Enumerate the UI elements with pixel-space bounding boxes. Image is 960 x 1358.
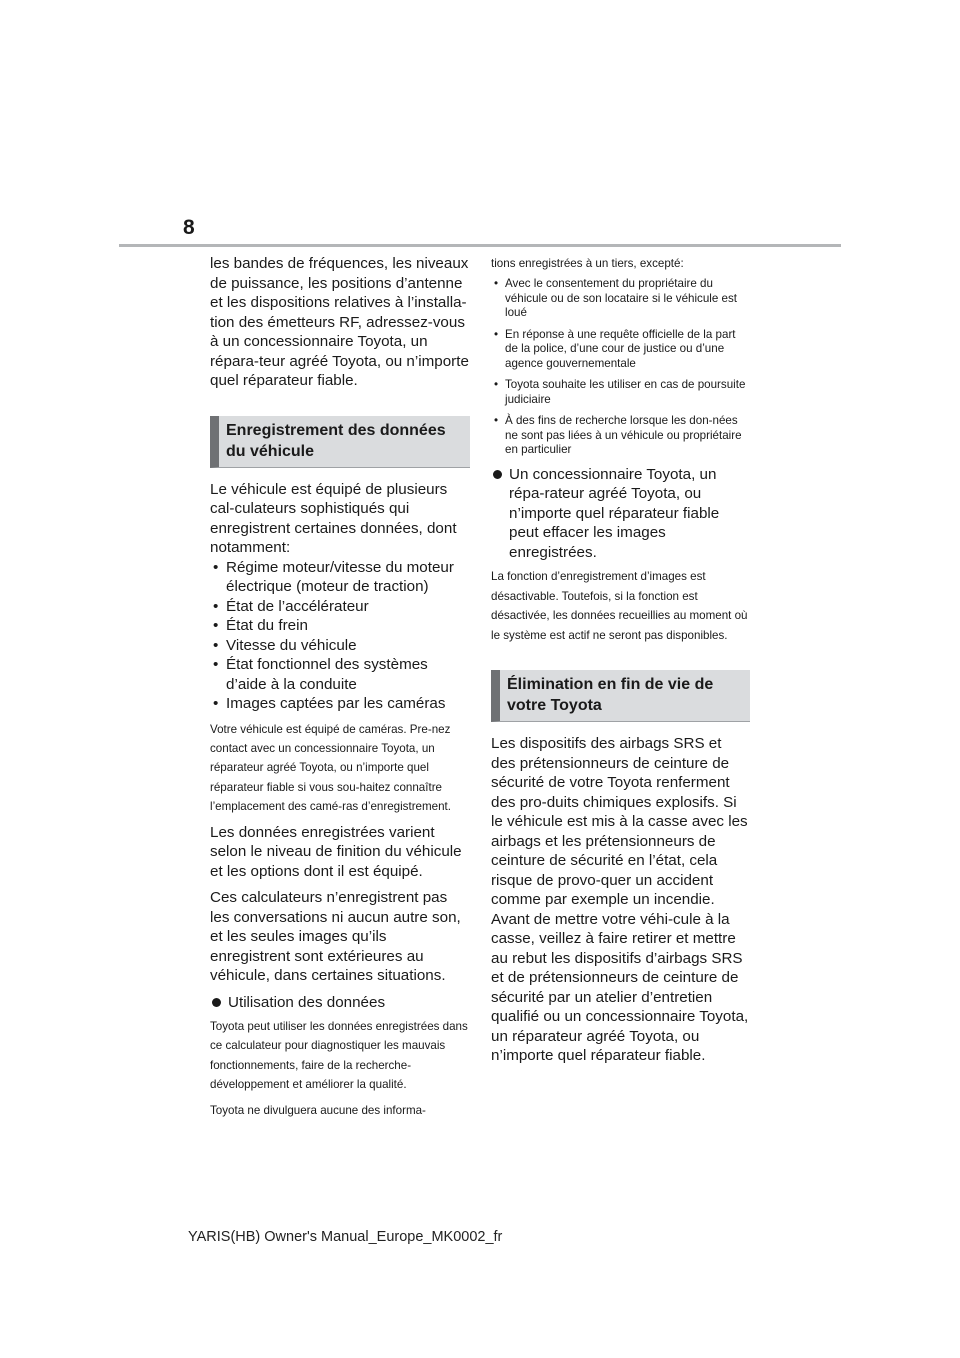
erase-note: La fonction d’enregistrement d’images est désactivable. Toutefois, si la fonction est désactivée, les données recueillies au moment où le système est actif ne seront pas disponibles. xyxy=(491,570,748,642)
recorded-data-list xyxy=(210,558,470,714)
erase-heading-text: Un concessionnaire Toyota, un répa-rateur agréé Toyota, ou n’importe quel réparateur fiable peut effacer les images enregistrées. xyxy=(509,465,720,561)
exceptions-list xyxy=(491,277,750,458)
list-item: • État du frein xyxy=(210,616,470,636)
list-item: • Toyota souhaite les utiliser en cas de poursuite judiciaire xyxy=(491,378,750,407)
usage-heading xyxy=(210,993,470,1013)
list-item: • Images captées par les caméras xyxy=(210,694,470,714)
usage-text: Toyota peut utiliser les données enregistrées dans ce calculateur pour diagnostiquer les mauvais fonctionnements, faire de la recherche-développement et améliorer la qualité. xyxy=(210,1020,468,1092)
bullet-dot-icon xyxy=(493,470,502,479)
no-audio-paragraph: Ces calculateurs n’enregistrent pas les conversations ni aucun autre son, et les seules images qu’ils enregistrent sont extérieures au véhicule, dans certaines situations. xyxy=(210,889,461,985)
disclosure-continued: tions enregistrées à un tiers, excepté: xyxy=(491,257,684,270)
left-column xyxy=(210,254,470,1120)
disposal-paragraph: Les dispositifs des airbags SRS et des prétensionneurs de ceinture de sécurité de votre Toyota renferment des pro-duits chimiques explosifs. Si le véhicule est mis à la casse avec les airbags et les prétensionneurs de ceinture de sécurité en l’état, cela risque de provo-quer un accident comme par exemple un incendie. Avant de mettre votre véhi-cule à la casse, veillez à faire retirer et mettre au rebut les dispositifs d’airbags SRS et de prétensionneurs de ceinture de sécurité par un atelier d’entretien qualifié ou un concessionnaire Toyota, un réparateur agréé Toyota, ou n’importe quel réparateur fiable. xyxy=(491,735,749,1065)
list-item: • À des fins de recherche lorsque les don-nées ne sont pas liées à un véhicule ou propriétaire en particulier xyxy=(491,414,750,458)
right-column xyxy=(491,254,750,1073)
list-item: • Vitesse du véhicule xyxy=(210,636,470,656)
section-heading-disposal: Élimination en fin de vie de votre Toyota xyxy=(491,670,750,722)
list-item: • En réponse à une requête officielle de la part de la police, d’une cour de justice ou d’une agence gouvernementale xyxy=(491,328,750,372)
header-rule xyxy=(119,244,841,247)
disclosure-start: Toyota ne divulguera aucune des informa- xyxy=(210,1103,426,1117)
bullet-dot-icon xyxy=(212,998,221,1007)
ecu-intro-paragraph: Le véhicule est équipé de plusieurs cal-culateurs sophistiqués qui enregistrent certaines données, dont notamment: xyxy=(210,480,457,556)
list-item: • Avec le consentement du propriétaire du véhicule ou de son locataire si le véhicule est loué xyxy=(491,277,750,321)
section-heading-data-recording: Enregistrement des données du véhicule xyxy=(210,416,470,468)
intro-paragraph: les bandes de fréquences, les niveaux de puissance, les positions d’antenne et les dispositions relatives à l’installa-tion des émetteurs RF, adressez-vous à un concessionnaire Toyota, un répara-teur agréé Toyota, ou n’importe quel réparateur fiable. xyxy=(210,255,469,389)
erase-heading xyxy=(491,465,750,563)
data-variation-paragraph: Les données enregistrées varient selon le niveau de finition du véhicule et les options dont il est équipé. xyxy=(210,823,462,880)
page-number: 8 xyxy=(183,216,195,239)
list-item: • État fonctionnel des systèmes d’aide à la conduite xyxy=(210,655,470,694)
list-item: • État de l’accélérateur xyxy=(210,597,470,617)
list-item: • Régime moteur/vitesse du moteur électrique (moteur de traction) xyxy=(210,558,470,597)
footer-manual-id: YARIS(HB) Owner's Manual_Europe_MK0002_fr xyxy=(188,1229,503,1245)
usage-heading-text: Utilisation des données xyxy=(228,993,386,1011)
camera-note: Votre véhicule est équipé de caméras. Pre-nez contact avec un concessionnaire Toyota, un réparateur agréé Toyota, ou n’importe quel réparateur fiable si vous sou-haitez connaître l’emplacement des camé-ras d’enregistrement. xyxy=(210,722,451,814)
